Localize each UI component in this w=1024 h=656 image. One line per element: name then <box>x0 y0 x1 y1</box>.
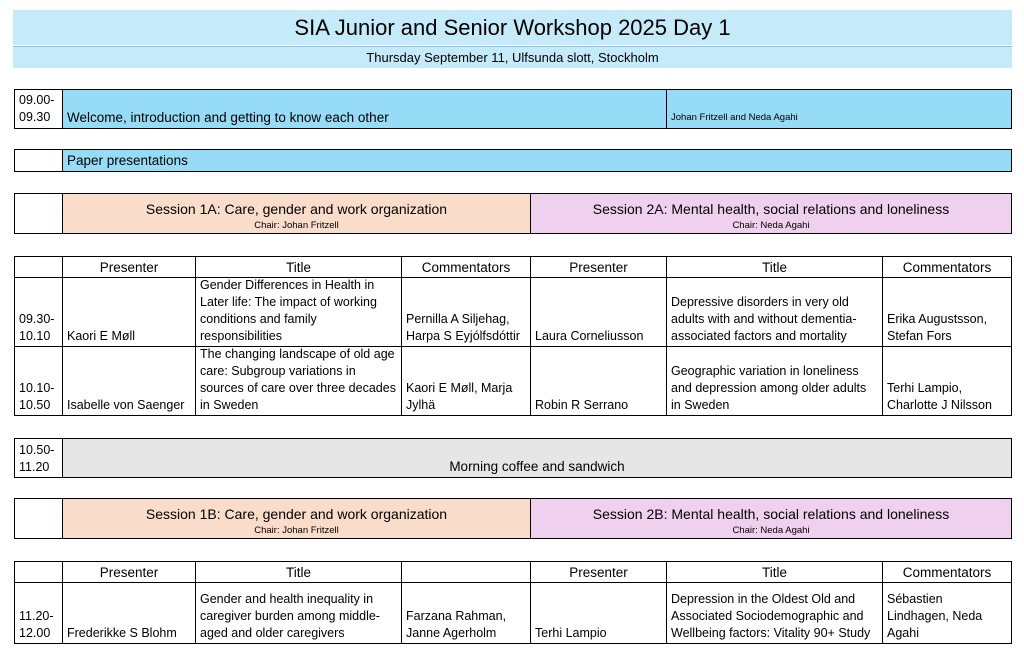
paper-presentations-band <box>62 149 1012 172</box>
break-band <box>62 438 1012 478</box>
session-2b-header <box>530 498 1012 539</box>
table-row-time <box>14 346 63 416</box>
table-row-title1 <box>195 582 402 644</box>
session-1a-title: Session 1A: Care, gender and work organization <box>145 201 448 217</box>
header-commentators: Commentators <box>421 259 511 275</box>
break-time-text: 10.50- 11.20 <box>19 443 55 474</box>
break-label: Morning coffee and sandwich <box>449 459 625 474</box>
header-commentators: Commentators <box>902 259 992 275</box>
header-presenter: Presenter <box>569 259 628 275</box>
commentators: Kaori E Møll, Marja Jylhä <box>406 381 513 412</box>
presentation-title: Depressive disorders in very old adults with and without dementia-associated factors and mortality <box>671 295 857 343</box>
table-a-header-title1 <box>195 256 402 278</box>
presenter-name: Isabelle von Saenger <box>67 398 185 412</box>
table-b-header-commentators2 <box>882 561 1012 583</box>
commentators: Erika Augustsson, Stefan Fors <box>887 312 988 343</box>
page-subtitle-band <box>13 46 1012 68</box>
welcome-hosts <box>666 89 1012 129</box>
table-row-presenter1 <box>62 582 196 644</box>
header-title: Title <box>285 259 311 275</box>
header-title: Title <box>285 564 311 580</box>
table-row-time <box>14 277 63 347</box>
paper-presentations-time <box>14 149 63 172</box>
commentators: Pernilla A Siljehag, Harpa S Eyjólfsdóttir <box>406 312 520 343</box>
presentation-title: Gender and health inequality in caregiver burden among middle-aged and older caregivers <box>200 592 380 640</box>
page-subtitle: Thursday September 11, Ulfsunda slott, Stockholm <box>366 50 659 65</box>
table-row-commentators2 <box>882 582 1012 644</box>
table-row-title1 <box>195 346 402 416</box>
session-1a-header <box>62 193 531 234</box>
presentation-title: Geographic variation in loneliness and depression among older adults in Sweden <box>671 364 867 412</box>
welcome-text-label: Welcome, introduction and getting to know each other <box>67 110 389 125</box>
table-row-time <box>14 582 63 644</box>
page-title-band <box>13 10 1012 45</box>
table-a-header-commentators2 <box>882 256 1012 278</box>
header-commentators: Commentators <box>902 564 992 580</box>
session-1b-chair: Chair: Johan Fritzell <box>254 525 339 536</box>
commentators: Terhi Lampio, Charlotte J Nilsson <box>887 381 992 412</box>
commentators: Farzana Rahman, Janne Agerholm <box>406 609 507 640</box>
table-row-title2 <box>666 346 883 416</box>
table-row-title2 <box>666 277 883 347</box>
table-row-presenter2 <box>530 346 667 416</box>
session-2a-header <box>530 193 1012 234</box>
presenter-name: Laura Corneliusson <box>535 329 644 343</box>
table-a-header-time <box>14 256 63 278</box>
session-a-time <box>14 193 63 234</box>
table-row-presenter1 <box>62 277 196 347</box>
session-1b-header <box>62 498 531 539</box>
table-row-presenter2 <box>530 277 667 347</box>
table-b-header-commentators1 <box>401 561 531 583</box>
session-2b-title: Session 2B: Mental health, social relations and loneliness <box>592 506 950 522</box>
table-b-header-presenter1 <box>62 561 196 583</box>
table-a-header-presenter2 <box>530 256 667 278</box>
table-a-header-presenter1 <box>62 256 196 278</box>
presenter-name: Terhi Lampio <box>535 626 607 640</box>
table-row-title1 <box>195 277 402 347</box>
row-time: 10.10- 10.50 <box>19 381 55 412</box>
header-presenter: Presenter <box>569 564 628 580</box>
welcome-time <box>14 89 63 129</box>
page-title: SIA Junior and Senior Workshop 2025 Day 1 <box>294 14 731 40</box>
header-presenter: Presenter <box>99 564 159 580</box>
session-2a-title: Session 2A: Mental health, social relations and loneliness <box>592 201 950 217</box>
table-b-header-time <box>14 561 63 583</box>
welcome-text <box>62 89 667 129</box>
table-row-commentators1 <box>401 582 531 644</box>
presenter-name: Kaori E Møll <box>67 329 136 343</box>
presenter-name: Robin R Serrano <box>535 398 629 412</box>
welcome-time-text: 09.00- 09.30 <box>19 93 55 124</box>
table-a-header-commentators1 <box>401 256 531 278</box>
table-row-commentators2 <box>882 346 1012 416</box>
session-2b-chair: Chair: Neda Agahi <box>732 525 810 536</box>
welcome-hosts-label: Johan Fritzell and Neda Agahi <box>671 112 798 123</box>
table-a-header-title2 <box>666 256 883 278</box>
session-1a-chair: Chair: Johan Fritzell <box>254 220 339 231</box>
table-row-commentators1 <box>401 277 531 347</box>
table-row-commentators2 <box>882 277 1012 347</box>
header-presenter: Presenter <box>99 259 159 275</box>
table-row-presenter1 <box>62 346 196 416</box>
break-time <box>14 438 63 478</box>
header-title: Title <box>761 259 787 275</box>
table-row-commentators1 <box>401 346 531 416</box>
session-2a-chair: Chair: Neda Agahi <box>732 220 810 231</box>
table-row-presenter2 <box>530 582 667 644</box>
presentation-title: The changing landscape of old age care: Subgroup variations in sources of care over three decades in Sweden <box>200 347 396 412</box>
table-b-header-presenter2 <box>530 561 667 583</box>
table-b-header-title2 <box>666 561 883 583</box>
header-title: Title <box>761 564 787 580</box>
session-b-time <box>14 498 63 539</box>
presentation-title: Depression in the Oldest Old and Associated Sociodemographic and Wellbeing factors: Vitality 90+ Study <box>671 592 871 640</box>
row-time: 11.20- 12.00 <box>19 609 54 640</box>
table-row-title2 <box>666 582 883 644</box>
commentators: Sébastien Lindhagen, Neda Agahi <box>887 592 983 640</box>
row-time: 09.30- 10.10 <box>19 312 55 343</box>
presenter-name: Frederikke S Blohm <box>67 626 177 640</box>
session-1b-title: Session 1B: Care, gender and work organization <box>145 506 448 522</box>
presentation-title: Gender Differences in Health in Later life: The impact of working conditions and family responsibilities <box>200 278 377 343</box>
paper-presentations-label: Paper presentations <box>67 153 188 168</box>
table-b-header-title1 <box>195 561 402 583</box>
